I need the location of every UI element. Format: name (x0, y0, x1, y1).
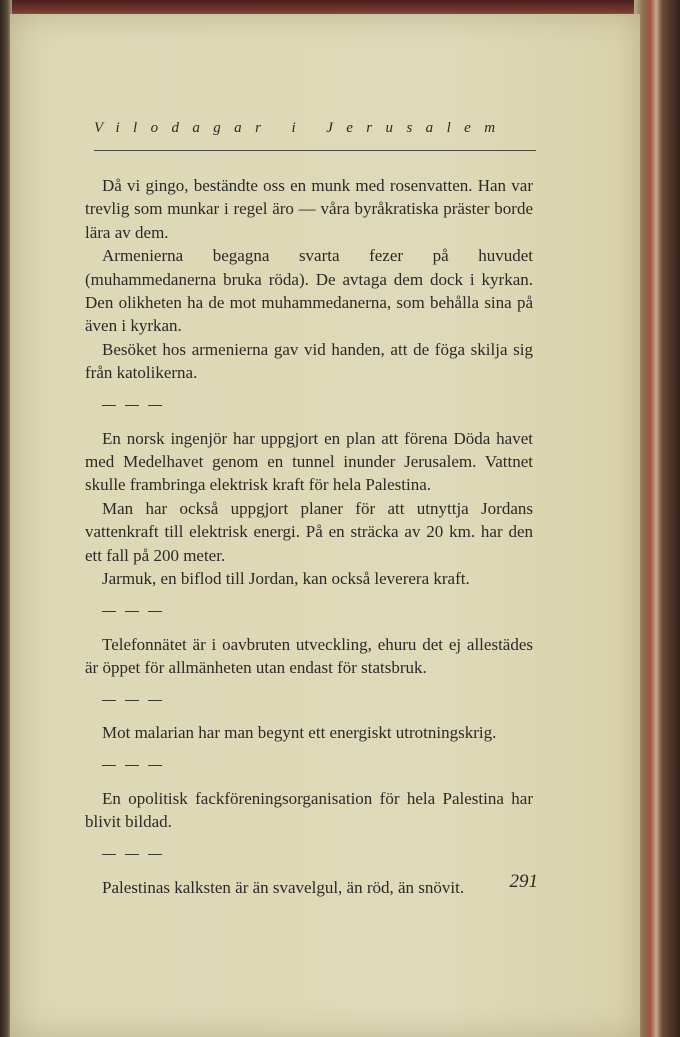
paragraph: Palestinas kalksten är än svavelgul, än röd, än snövit. (102, 877, 465, 897)
paragraph: Då vi gingo, beständte oss en munk med rosenvatten. Han var trevlig som munkar i regel äro — våra byråkratiska präster borde lära av dem. (85, 176, 533, 242)
paragraph: Man har också uppgjort planer för att utnyttja Jordans vattenkraft till elektrisk energi. På en sträcka av 20 km. har den ett fall på 200 meter. (85, 498, 533, 565)
running-head-title: Vilodagar i Jerusalem (94, 120, 509, 136)
section-separator (102, 760, 533, 772)
paragraph: Mot malarian har man begynt ett energiskt utrotningskrig. (102, 723, 497, 743)
book-page-edges (634, 0, 680, 1037)
separator-dash (102, 405, 116, 406)
paragraph: Armenierna begagna svarta fezer på huvudet (muhammedanerna bruka röda). De avtaga dem dock i kyrkan. Den olikheten ha de mot muhammedanerna, som behålla sina på även i kyrkan. (85, 246, 533, 336)
separator-dash (125, 405, 139, 406)
separator-dash (148, 700, 162, 701)
separator-dash (148, 611, 162, 612)
separator-dash (102, 700, 116, 701)
paragraph: Besöket hos armenierna gav vid handen, att de föga skilja sig från katolikerna. (85, 339, 533, 383)
paragraph: En norsk ingenjör har uppgjort en plan att förena Döda havet med Medelhavet genom en tunnel inunder Jerusalem. Vattnet skulle frambringa elektrisk kraft för hela Palestina. (85, 428, 533, 495)
separator-dash (125, 765, 139, 766)
running-head-rule (94, 150, 536, 151)
running-head (94, 114, 536, 154)
separator-dash (125, 854, 139, 855)
paragraph: Jarmuk, en biflod till Jordan, kan också leverera kraft. (102, 569, 470, 589)
separator-dash (125, 700, 139, 701)
separator-dash (102, 854, 116, 855)
body-text (85, 174, 533, 899)
separator-dash (102, 765, 116, 766)
paragraph: En opolitisk fackföreningsorganisation för hela Palestina har blivit bildad. (85, 788, 533, 832)
separator-dash (125, 611, 139, 612)
separator-dash (148, 854, 162, 855)
separator-dash (148, 765, 162, 766)
section-separator (102, 849, 533, 861)
separator-dash (148, 405, 162, 406)
separator-dash (102, 611, 116, 612)
page-number: 291 (509, 871, 538, 892)
section-separator (102, 400, 533, 412)
paragraph: Telefonnätet är i oavbruten utveckling, ehuru det ej allestädes är öppet för allmänheten utan endast för statsbruk. (85, 634, 533, 677)
book-page (10, 14, 640, 1037)
section-separator (102, 694, 533, 706)
section-separator (102, 606, 533, 618)
